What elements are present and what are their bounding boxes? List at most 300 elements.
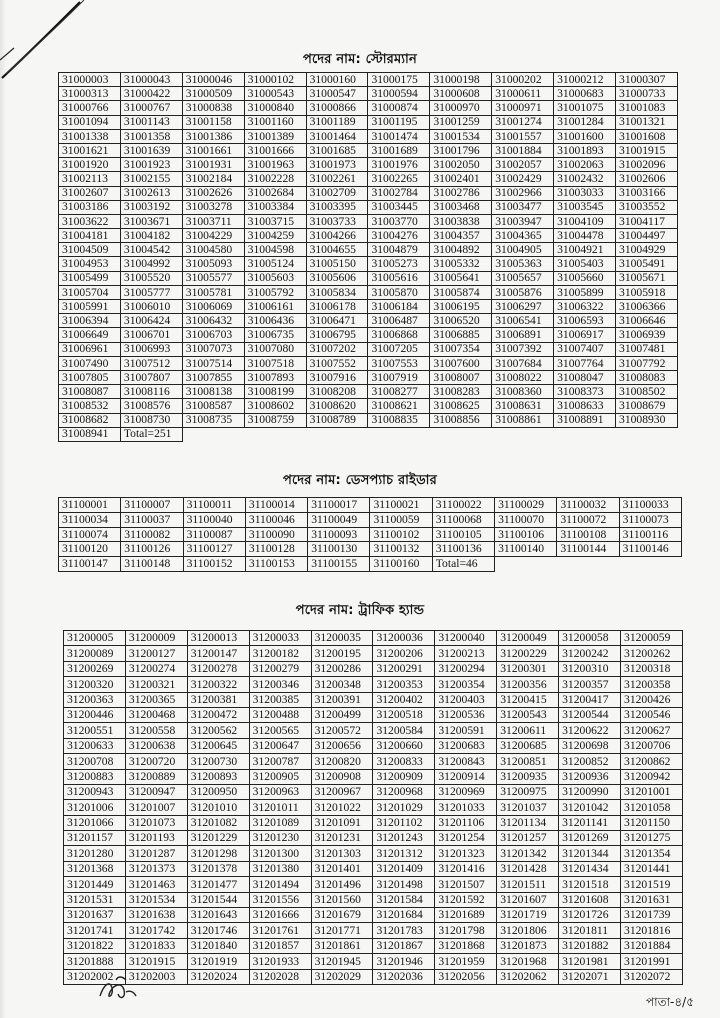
id-cell: 31004365 <box>492 229 554 243</box>
id-cell: 31001685 <box>306 143 368 157</box>
id-cell: 31007354 <box>430 342 492 356</box>
id-cell: 31200730 <box>187 754 249 769</box>
id-cell: 31003838 <box>430 214 492 228</box>
id-cell: 31006795 <box>306 328 368 342</box>
id-cell: 31200363 <box>64 692 126 707</box>
id-cell: 31200638 <box>125 738 187 753</box>
id-cell: 31005671 <box>616 271 678 285</box>
id-cell: 31005403 <box>554 257 616 271</box>
id-cell: 31001386 <box>182 129 244 143</box>
id-cell: 31005918 <box>616 285 678 299</box>
id-cell: 31006394 <box>59 314 121 328</box>
id-cell: 31200656 <box>311 738 373 753</box>
id-cell: 31004953 <box>59 257 121 271</box>
id-cell: 31201518 <box>559 877 621 892</box>
id-cell: 31200391 <box>311 692 373 707</box>
table-row <box>59 200 678 214</box>
id-cell: 31200893 <box>187 769 249 784</box>
id-cell: 31200967 <box>311 784 373 799</box>
table-row <box>59 243 678 257</box>
empty-cell <box>368 427 430 441</box>
table-row <box>59 342 678 356</box>
id-cell: 31005792 <box>244 285 306 299</box>
id-cell: 31002784 <box>368 186 430 200</box>
id-cell: 31200321 <box>125 677 187 692</box>
table-row <box>64 877 683 892</box>
id-cell: 31200633 <box>64 738 126 753</box>
id-cell: 31201300 <box>249 846 311 861</box>
id-cell: 31201919 <box>187 954 249 969</box>
id-cell: 31008602 <box>244 399 306 413</box>
id-cell: 31200627 <box>621 723 683 738</box>
id-cell: 31006161 <box>244 300 306 314</box>
id-cell: 31008208 <box>306 385 368 399</box>
id-cell: 31200905 <box>249 769 311 784</box>
id-cell: 31007073 <box>182 342 244 356</box>
id-cell: 31100014 <box>245 498 307 513</box>
id-cell: 31006993 <box>120 342 182 356</box>
id-cell: 31001557 <box>492 129 554 143</box>
id-cell: 31201441 <box>621 861 683 876</box>
id-cell: 31201888 <box>64 954 126 969</box>
id-cell: 31201771 <box>311 923 373 938</box>
id-cell: 31200968 <box>373 784 435 799</box>
id-cell: 31201945 <box>311 954 373 969</box>
id-cell: 31001143 <box>120 115 182 129</box>
table-row <box>64 754 683 769</box>
empty-cell <box>619 557 681 572</box>
id-cell: 31006471 <box>306 314 368 328</box>
id-cell: 31006939 <box>616 328 678 342</box>
id-cell: 31200645 <box>187 738 249 753</box>
id-cell: 31200468 <box>125 707 187 722</box>
id-cell: 31201959 <box>435 954 497 969</box>
id-cell: 31201082 <box>187 815 249 830</box>
id-cell: 31200354 <box>435 677 497 692</box>
id-cell: 31200262 <box>621 646 683 661</box>
id-cell: 31200943 <box>64 784 126 799</box>
id-cell: 31003192 <box>120 200 182 214</box>
id-cell: 31201798 <box>435 923 497 938</box>
table-row <box>59 512 682 527</box>
id-cell: 31100128 <box>245 542 307 557</box>
id-cell: 31008621 <box>368 399 430 413</box>
id-cell: 31200402 <box>373 692 435 707</box>
id-cell: 31006487 <box>368 314 430 328</box>
id-cell: 31200318 <box>621 661 683 676</box>
id-cell: 31202071 <box>559 969 621 984</box>
id-cell: 31202072 <box>621 969 683 984</box>
id-cell: 31201257 <box>497 831 559 846</box>
id-cell: 31001639 <box>120 143 182 157</box>
id-cell: 31200787 <box>249 754 311 769</box>
id-cell: 31200969 <box>435 784 497 799</box>
id-cell: 31200862 <box>621 754 683 769</box>
id-cell: 31005777 <box>120 285 182 299</box>
id-cell: 31201229 <box>187 831 249 846</box>
id-cell: 31201494 <box>249 877 311 892</box>
id-cell: 31100059 <box>370 512 432 527</box>
id-cell: 31004109 <box>554 214 616 228</box>
id-cell: 31201102 <box>373 815 435 830</box>
id-cell: 31008587 <box>182 399 244 413</box>
id-cell: 31201275 <box>621 831 683 846</box>
id-cell: 31200499 <box>311 707 373 722</box>
id-cell: 31201981 <box>559 954 621 969</box>
id-cell: 31100034 <box>59 512 121 527</box>
table-row <box>59 158 678 172</box>
id-cell: 31007490 <box>59 356 121 370</box>
id-cell: 31200357 <box>559 677 621 692</box>
table-row <box>59 73 678 87</box>
id-cell: 31000160 <box>306 73 368 87</box>
table-row <box>64 707 683 722</box>
id-cell: 31201761 <box>249 923 311 938</box>
id-cell: 31007407 <box>554 342 616 356</box>
id-cell: 31000840 <box>244 101 306 115</box>
table-row <box>64 892 683 907</box>
id-cell: 31005834 <box>306 285 368 299</box>
table-row <box>59 172 678 186</box>
id-cell: 31008532 <box>59 399 121 413</box>
table-row <box>59 314 678 328</box>
id-cell: 31006703 <box>182 328 244 342</box>
id-cell: 31008283 <box>430 385 492 399</box>
id-cell: 31201631 <box>621 892 683 907</box>
despatch-rider-id-table <box>58 497 682 572</box>
id-cell: 31201066 <box>64 815 126 830</box>
id-cell: 31200206 <box>373 646 435 661</box>
id-cell: 31000608 <box>430 87 492 101</box>
id-cell: 31200544 <box>559 707 621 722</box>
id-cell: 31201811 <box>559 923 621 938</box>
id-cell: 31200013 <box>187 631 249 646</box>
id-cell: 31007805 <box>59 370 121 384</box>
id-cell: 31006701 <box>120 328 182 342</box>
id-cell: 31001094 <box>59 115 121 129</box>
id-cell: 31005991 <box>59 300 121 314</box>
id-cell: 31201401 <box>311 861 373 876</box>
id-cell: 31005150 <box>306 257 368 271</box>
id-cell: 31005603 <box>244 271 306 285</box>
table-row <box>59 257 678 271</box>
id-cell: 31200320 <box>64 677 126 692</box>
id-cell: 31000202 <box>492 73 554 87</box>
id-cell: 31100108 <box>557 527 619 542</box>
id-cell: 31006520 <box>430 314 492 328</box>
id-cell: 31201193 <box>125 831 187 846</box>
id-cell: 31201679 <box>311 908 373 923</box>
id-cell: 31200229 <box>497 646 559 661</box>
id-cell: 31201134 <box>497 815 559 830</box>
id-cell: 31001321 <box>616 115 678 129</box>
id-cell: 31201861 <box>311 938 373 953</box>
id-cell: 31201822 <box>64 938 126 953</box>
id-cell: 31201946 <box>373 954 435 969</box>
id-cell: 31008735 <box>182 413 244 427</box>
id-cell: 31005273 <box>368 257 430 271</box>
id-cell: 31007553 <box>368 356 430 370</box>
id-cell: 31200936 <box>559 769 621 784</box>
id-cell: 31200195 <box>311 646 373 661</box>
id-cell: 31001389 <box>244 129 306 143</box>
id-cell: 31200049 <box>497 631 559 646</box>
table-row <box>64 969 683 984</box>
id-cell: 31003186 <box>59 200 121 214</box>
id-cell: 31202056 <box>435 969 497 984</box>
id-cell: 31003715 <box>244 214 306 228</box>
id-cell: 31200935 <box>497 769 559 784</box>
id-cell: 31003733 <box>306 214 368 228</box>
id-cell: 31202029 <box>311 969 373 984</box>
id-cell: 31001621 <box>59 143 121 157</box>
id-cell: 31200562 <box>187 723 249 738</box>
id-cell: 31200242 <box>559 646 621 661</box>
id-cell: 31001474 <box>368 129 430 143</box>
table-row <box>64 738 683 753</box>
id-cell: 31100126 <box>121 542 183 557</box>
id-cell: 31201010 <box>187 800 249 815</box>
id-cell: 31007552 <box>306 356 368 370</box>
id-cell: 31001666 <box>244 143 306 157</box>
id-cell: 31002966 <box>492 186 554 200</box>
id-cell: 31000874 <box>368 101 430 115</box>
id-cell: 31004276 <box>368 229 430 243</box>
id-cell: 31002057 <box>492 158 554 172</box>
empty-cell <box>244 427 306 441</box>
id-cell: 31201534 <box>125 892 187 907</box>
id-cell: 31200611 <box>497 723 559 738</box>
table-row <box>64 831 683 846</box>
id-cell: 31001075 <box>554 101 616 115</box>
id-cell: 31005641 <box>430 271 492 285</box>
section-title-traffic-hand: পদের নাম: ট্রাফিক হ্যান্ড <box>295 603 425 618</box>
id-cell: 31004357 <box>430 229 492 243</box>
id-cell: 31000509 <box>182 87 244 101</box>
id-cell: 31201968 <box>497 954 559 969</box>
id-cell: 31002626 <box>182 186 244 200</box>
id-cell: 31100007 <box>121 498 183 513</box>
table-row <box>59 143 678 157</box>
id-cell: 31000313 <box>59 87 121 101</box>
id-cell: 31005491 <box>616 257 678 271</box>
id-cell: 31005870 <box>368 285 430 299</box>
section-title-despatch-rider: পদের নাম: ডেসপ্যাচ রাইডার <box>283 473 437 488</box>
id-cell: 31200909 <box>373 769 435 784</box>
id-cell: 31100102 <box>370 527 432 542</box>
id-cell: 31201380 <box>249 861 311 876</box>
table-row <box>59 356 678 370</box>
id-cell: 31006541 <box>492 314 554 328</box>
table-row <box>64 769 683 784</box>
id-cell: 31100147 <box>59 557 121 572</box>
id-cell: 31003395 <box>306 200 368 214</box>
table-row <box>64 861 683 876</box>
id-cell: 31202003 <box>125 969 187 984</box>
id-cell: 31200942 <box>621 769 683 784</box>
id-cell: 31004478 <box>554 229 616 243</box>
id-cell: 31201739 <box>621 908 683 923</box>
traffic-hand-id-table <box>63 630 683 985</box>
id-cell: 31001915 <box>616 143 678 157</box>
id-cell: 31006868 <box>368 328 430 342</box>
id-cell: 31006322 <box>554 300 616 314</box>
table-row <box>59 115 678 129</box>
id-cell: 31008941 <box>59 427 121 441</box>
id-cell: 31007080 <box>244 342 306 356</box>
id-cell: 31006424 <box>120 314 182 328</box>
id-cell: 31005606 <box>306 271 368 285</box>
id-cell: 31201157 <box>64 831 126 846</box>
id-cell: 31001608 <box>616 129 678 143</box>
id-cell: 31100152 <box>183 557 245 572</box>
id-cell: 31201666 <box>249 908 311 923</box>
id-cell: 31001274 <box>492 115 554 129</box>
id-cell: 31201368 <box>64 861 126 876</box>
table-row <box>59 87 678 101</box>
id-cell: 31006436 <box>244 314 306 328</box>
id-cell: 31100074 <box>59 527 121 542</box>
id-cell: 31005876 <box>492 285 554 299</box>
id-cell: 31100087 <box>183 527 245 542</box>
id-cell: 31006195 <box>430 300 492 314</box>
table-row <box>59 399 678 413</box>
id-cell: 31201428 <box>497 861 559 876</box>
id-cell: 31200843 <box>435 754 497 769</box>
id-cell: 31201029 <box>373 800 435 815</box>
id-cell: 31008022 <box>492 370 554 384</box>
id-cell: 31201463 <box>125 877 187 892</box>
id-cell: 31201882 <box>559 938 621 953</box>
id-cell: 31005577 <box>182 271 244 285</box>
id-cell: 31201001 <box>621 784 683 799</box>
id-cell: 31000970 <box>430 101 492 115</box>
id-cell: 31201746 <box>187 923 249 938</box>
id-cell: 31100132 <box>370 542 432 557</box>
id-cell: 31201507 <box>435 877 497 892</box>
id-cell: 31200683 <box>435 738 497 753</box>
id-cell: 31100130 <box>308 542 370 557</box>
id-cell: 31004497 <box>616 229 678 243</box>
id-cell: 31000198 <box>430 73 492 87</box>
id-cell: 31200403 <box>435 692 497 707</box>
id-cell: 31200009 <box>125 631 187 646</box>
id-cell: 31007916 <box>306 370 368 384</box>
id-cell: 31005660 <box>554 271 616 285</box>
id-cell: 31200279 <box>249 661 311 676</box>
id-cell: 31000547 <box>306 87 368 101</box>
id-cell: 31008891 <box>554 413 616 427</box>
table-row <box>59 101 678 115</box>
id-cell: 31000175 <box>368 73 430 87</box>
id-cell: 31100127 <box>183 542 245 557</box>
table-row <box>59 557 682 572</box>
id-cell: 31100037 <box>121 512 183 527</box>
id-cell: 31007792 <box>616 356 678 370</box>
id-cell: 31201006 <box>64 800 126 815</box>
id-cell: 31201354 <box>621 846 683 861</box>
id-cell: 31100049 <box>308 512 370 527</box>
id-cell: 31200269 <box>64 661 126 676</box>
id-cell: 31001963 <box>244 158 306 172</box>
id-cell: 31200947 <box>125 784 187 799</box>
id-cell: 31000307 <box>616 73 678 87</box>
id-cell: 31200415 <box>497 692 559 707</box>
id-cell: 31005093 <box>182 257 244 271</box>
id-cell: 31001600 <box>554 129 616 143</box>
id-cell: 31008373 <box>554 385 616 399</box>
section-title-storeman: পদের নাম: স্টোরম্যান <box>303 52 417 67</box>
id-cell: 31006297 <box>492 300 554 314</box>
id-cell: 31007600 <box>430 356 492 370</box>
id-cell: 31200182 <box>249 646 311 661</box>
id-cell: 31201378 <box>187 861 249 876</box>
table-row <box>64 692 683 707</box>
id-cell: 31000043 <box>120 73 182 87</box>
id-cell: 31001884 <box>492 143 554 157</box>
id-cell: 31201933 <box>249 954 311 969</box>
id-cell: 31200286 <box>311 661 373 676</box>
id-cell: 31001920 <box>59 158 121 172</box>
id-cell: 31201416 <box>435 861 497 876</box>
id-cell: 31200720 <box>125 754 187 769</box>
id-cell: 31200584 <box>373 723 435 738</box>
id-cell: 31201477 <box>187 877 249 892</box>
id-cell: 31200963 <box>249 784 311 799</box>
id-cell: 31006178 <box>306 300 368 314</box>
id-cell: 31201230 <box>249 831 311 846</box>
id-cell: 31201058 <box>621 800 683 815</box>
id-cell: 31005499 <box>59 271 121 285</box>
id-cell: 31200089 <box>64 646 126 661</box>
table-row <box>64 677 683 692</box>
id-cell: 31006646 <box>616 314 678 328</box>
id-cell: 31200040 <box>435 631 497 646</box>
table-row <box>59 498 682 513</box>
id-cell: 31007392 <box>492 342 554 356</box>
id-cell: 31100022 <box>432 498 494 513</box>
table-row <box>64 646 683 661</box>
id-cell: 31001661 <box>182 143 244 157</box>
id-cell: 31000543 <box>244 87 306 101</box>
id-cell: 31201867 <box>373 938 435 953</box>
id-cell: 31200543 <box>497 707 559 722</box>
id-cell: 31008138 <box>182 385 244 399</box>
table-row <box>59 300 678 314</box>
id-cell: 31100033 <box>619 498 681 513</box>
id-cell: 31201303 <box>311 846 373 861</box>
id-cell: 31201106 <box>435 815 497 830</box>
id-cell: 31200005 <box>64 631 126 646</box>
id-cell: 31000594 <box>368 87 430 101</box>
id-cell: 31001976 <box>368 158 430 172</box>
id-cell: 31002709 <box>306 186 368 200</box>
id-cell: 31200572 <box>311 723 373 738</box>
id-cell: 31100021 <box>370 498 432 513</box>
id-cell: 31100032 <box>557 498 619 513</box>
id-cell: 31201884 <box>621 938 683 953</box>
table-row <box>59 271 678 285</box>
id-cell: 31201231 <box>311 831 373 846</box>
id-cell: 31004992 <box>120 257 182 271</box>
id-cell: 31200488 <box>249 707 311 722</box>
id-cell: 31200274 <box>125 661 187 676</box>
id-cell: 31200565 <box>249 723 311 738</box>
id-cell: 31200310 <box>559 661 621 676</box>
id-cell: 31200647 <box>249 738 311 753</box>
id-cell: 31001358 <box>120 129 182 143</box>
total-cell: Total=46 <box>432 557 494 572</box>
